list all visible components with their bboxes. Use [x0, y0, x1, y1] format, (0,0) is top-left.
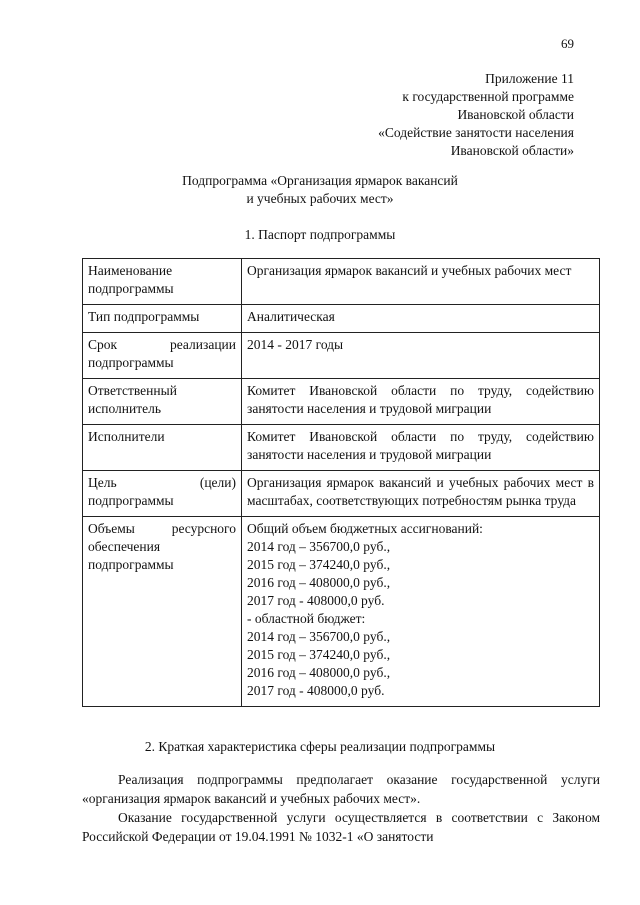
appendix-line: «Содействие занятости населения: [378, 125, 574, 140]
body-text: [82, 770, 600, 846]
paragraph: Оказание государственной услуги осуществляется в соответствии с Законом Российской Федерации от 19.04.1991 № 1032-1 «О занятости: [82, 810, 600, 844]
table-row: [83, 379, 600, 425]
row-value: Организация ярмарок вакансий и учебных рабочих мест: [242, 259, 600, 305]
funding-line: - областной бюджет:: [247, 611, 366, 626]
appendix-line: к государственной программе: [402, 89, 574, 104]
row-label-part: подпрограммы: [88, 493, 174, 508]
funding-line: 2017 год - 408000,0 руб.: [247, 593, 385, 608]
row-label-part: Срок: [88, 337, 118, 352]
row-value: 2014 - 2017 годы: [242, 333, 600, 379]
row-value: Комитет Ивановской области по труду, содействию занятости населения и трудовой миграции: [242, 425, 600, 471]
row-label-part: Цель: [88, 475, 117, 490]
table-row: [83, 517, 600, 707]
row-label-part: (цели): [199, 475, 236, 490]
table-row: [83, 305, 600, 333]
row-label: [83, 471, 242, 517]
table-row: [83, 333, 600, 379]
row-label: Тип подпрограммы: [83, 305, 242, 333]
appendix-line: Ивановской области: [457, 107, 574, 122]
appendix-header: [378, 70, 574, 160]
appendix-line: Ивановской области»: [450, 143, 574, 158]
funding-line: 2015 год – 374240,0 руб.,: [247, 647, 391, 662]
table-row: [83, 259, 600, 305]
table-row: [83, 425, 600, 471]
subprogram-title-line: и учебных рабочих мест»: [246, 191, 394, 206]
page-number: 69: [561, 36, 574, 51]
funding-line: 2014 год – 356700,0 руб.,: [247, 539, 391, 554]
subprogram-title-line: Подпрограмма «Организация ярмарок вакансий: [182, 173, 458, 188]
row-label-part: Объемы: [88, 521, 135, 536]
row-value: Организация ярмарок вакансий и учебных рабочих мест в масштабах, соответствующих потребностям рынка труда: [242, 471, 600, 517]
row-label: [83, 517, 242, 707]
row-label: Исполнители: [83, 425, 242, 471]
passport-table: [82, 258, 600, 707]
row-label: [83, 333, 242, 379]
row-label-part: реализации: [170, 337, 236, 352]
table-row: [83, 471, 600, 517]
row-value: Комитет Ивановской области по труду, содействию занятости населения и трудовой миграции: [242, 379, 600, 425]
subprogram-title: [0, 172, 640, 208]
funding-line: 2016 год – 408000,0 руб.,: [247, 575, 391, 590]
row-label-part: ресурсного: [171, 521, 236, 536]
row-label: Наименование подпрограммы: [83, 259, 242, 305]
row-label: Ответственный исполнитель: [83, 379, 242, 425]
row-label-part: обеспечения подпрограммы: [88, 539, 174, 572]
funding-line: 2017 год - 408000,0 руб.: [247, 683, 385, 698]
row-label-part: подпрограммы: [88, 355, 174, 370]
funding-line: Общий объем бюджетных ассигнований:: [247, 521, 483, 536]
funding-line: 2015 год – 374240,0 руб.,: [247, 557, 391, 572]
paragraph: Реализация подпрограммы предполагает оказание государственной услуги «организация ярмарок вакансий и учебных рабочих мест».: [82, 772, 600, 806]
funding-line: 2014 год – 356700,0 руб.,: [247, 629, 391, 644]
row-value: [242, 517, 600, 707]
section-2-heading: 2. Краткая характеристика сферы реализации подпрограммы: [144, 739, 496, 754]
appendix-line: Приложение 11: [485, 71, 574, 86]
funding-line: 2016 год – 408000,0 руб.,: [247, 665, 391, 680]
row-value: Аналитическая: [242, 305, 600, 333]
section-1-heading: 1. Паспорт подпрограммы: [244, 227, 396, 242]
